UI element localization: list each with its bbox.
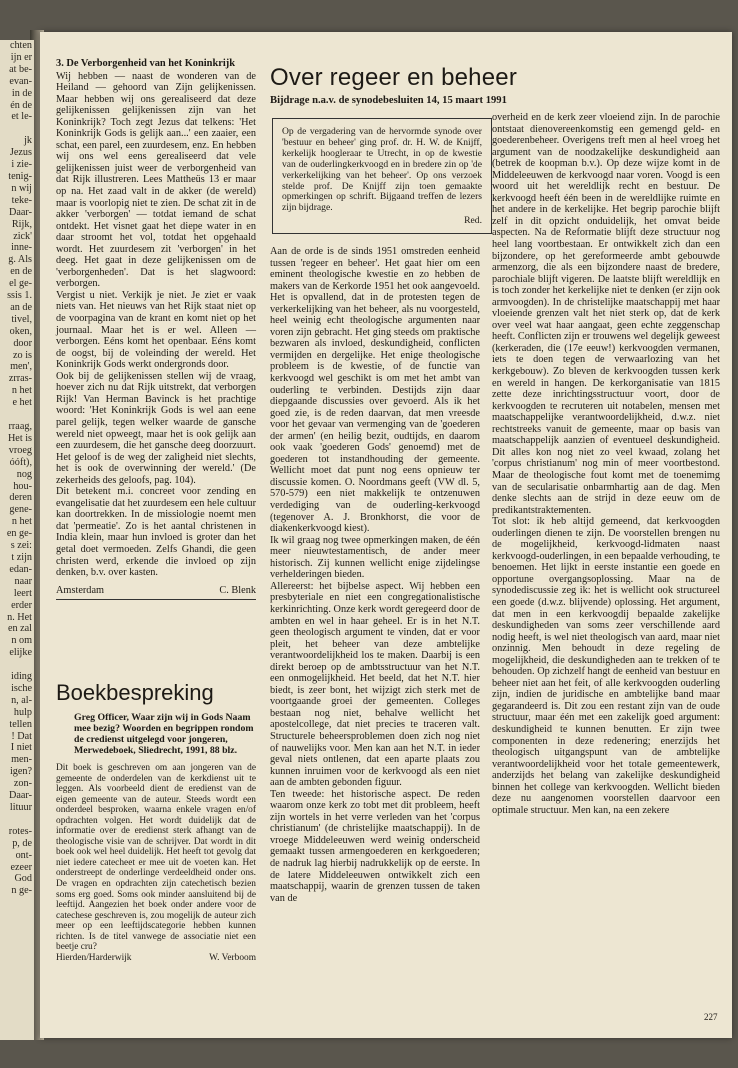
prev-page-fragment <box>0 409 34 421</box>
prev-page-fragment: ssis 1. <box>7 290 32 302</box>
prev-page-fragment: zrras- <box>8 373 32 385</box>
prev-page-fragment: deren <box>9 492 32 504</box>
prev-page-fragment: gene- <box>9 504 32 516</box>
author: W. Verboom <box>209 952 256 963</box>
prev-page-fragment: n. Het <box>7 611 32 623</box>
place: Amsterdam <box>56 584 105 596</box>
prev-page-fragment: teke- <box>11 194 32 206</box>
paragraph: Dit betekent m.i. concreet voor zending en evangelisatie dat het zuurdesem een hele cultuur kan doortrekken. In de missiologie noemt men dat 'permeatie'. Zo is het aantal christenen in India klein, maar hun invloed is groter dan het getal doet vermoeden. Zelfs Ghandi, die geen christen werd, erkende die invloed op zijn denken, b.v. over kasten. <box>56 486 256 579</box>
prev-page-fragment: God <box>14 873 32 885</box>
prev-page-fragment: e het <box>12 397 32 409</box>
signature-line <box>56 953 256 964</box>
prev-page-fragment: tenig- <box>8 170 32 182</box>
prev-page-fragment: en zal <box>7 623 32 635</box>
prev-page-fragment: zon- <box>13 778 32 790</box>
prev-page-fragment: el ge- <box>9 278 32 290</box>
prev-page-fragment <box>0 123 34 135</box>
section-heading: 3. De Verborgenheid van het Koninkrijk <box>56 58 235 69</box>
prev-page-fragment: rraag, <box>8 421 32 432</box>
prev-page-fragment: Jezus <box>9 147 32 159</box>
prev-page-fragment: igen? <box>9 766 32 778</box>
prev-page-fragment: nog <box>16 468 32 480</box>
editor-note-box <box>272 118 492 234</box>
prev-page-fragment: edan- <box>9 563 32 575</box>
prev-page-fragment: ijn er <box>10 51 32 63</box>
article-column-3 <box>492 112 720 816</box>
prev-page-fragment: inne- <box>11 242 32 254</box>
article-column-2 <box>270 246 480 904</box>
article-title: Over regeer en beheer <box>270 64 518 91</box>
prev-page-fragment: at be- <box>9 63 32 75</box>
prev-page-fragment <box>0 814 34 826</box>
prev-page-fragment: hulp <box>13 706 32 718</box>
paragraph: Wij hebben — naast de wonderen van de Heiland — gehoord van Zijn gelijkenissen. Maar hebben wij ons gerealiseerd dat deze gelijkenissen gelijkenissen zijn van het Koninkrijk? Toch zegt Jezus dat telkens: 'Het Koninkrijk Gods is gelijk aan...' een zaaier, een schat, een parel, een zuurdesem, enz. En hebben wij ons wel eens gerealiseerd dat vele gelijkenissen juist weer de verborgenheid van dat Rijk illustreren. Lees Mattheüs 13 er maar op na. Het zaad valt in de akker (de wereld) maar is voorlopig niet te zien. De schat zit in de akker 'verborgen' — totdat iemand de schat ontdekt. Het visnet gaat het diepe water in en daar stroomt het vol, totdat het opgehaald wordt. Het zuurdesem zit 'verborgen' in het deeg. Het gaat in deze gelijkenissen om de 'verborgenheden'. Dat is het slagwoord: verborgen. <box>56 70 256 290</box>
paragraph: Ten tweede: het historische aspect. De reden waarom onze kerk zo tobt met dit probleem, heeft zijn wortels in het verre verleden van het 'corpus christianum' (de christelijke maatschappij). In de vroege Middeleeuwen werd weinig onderscheid gemaakt tussen armengoederen en kerkgoederen; de nadruk lag hierbij nadrukkelijk op de eerste. In de latere Middeleeuwen ontwikkelt zich een maatschappij, waarin de grenzen tussen de taken van de <box>270 788 480 904</box>
prev-page-fragment: evan- <box>9 75 32 87</box>
signature-line <box>56 585 256 601</box>
prev-page-fragment: zick' <box>13 230 32 242</box>
prev-page-fragment: n wij <box>11 182 32 194</box>
prev-page-fragment: s zei: <box>10 540 32 552</box>
paragraph: Ook bij de gelijkenissen stellen wij de vraag, hoever zich nu dat Rijk uitstrekt, dat verborgen Rijk! Van Herman Bavinck is het prachtige woord: 'Het Koninkrijk Gods is wel aan eene parel gelijk, tegen welker waarde de gansche wereld niet opweegt, maar het is ook gelijk aan een zuurdesem, die het gansche deeg doorzuurt. Het geloof is de weg der zaligheid niet slechts, het is ook de overwinning der wereld.' (De zekerheids des geloofs, pag. 104). <box>56 370 256 486</box>
magazine-page <box>40 32 732 1038</box>
editor-note-text: Op de vergadering van de hervormde synode over 'bestuur en beheer' ging prof. dr. H. W. de Knijff, kerkelijk hoogleraar te Utrecht, in op de kwestie van de ouderlingkerkvoogd en in bredere zin op 'de verkerkelijking van het beheer'. Op ons verzoek stelde prof. De Knijff zijn toen gemaakte opmerkingen op schrift. Bijgaand treffen de lezers zijn bijdrage. <box>282 126 482 214</box>
prev-page-fragment: iding <box>11 671 32 683</box>
prev-page-fragment: Het is <box>7 432 32 444</box>
paragraph: Tot slot: ik heb altijd gemeend, dat kerkvoogden ouderlingen dienen te zijn. De voorstellen brengen nu de mogelijkheid, kerkvoogd-lidmaten naast kerkvoogd-ouderlingen, in een bepaalde verhouding, te benoemen. Het lijkt in eerste instantie een goede en opportune overgangsoplossing. Maar na de synodediscussie zeg ik: het is wellicht ook structureel een goede (d.w.z. blijvende) oplossing. Het argument, dat men in een kerkvoogdij bepaalde zakelijke deskundigheden van soms zeer verschillende aard nodig heeft, is wel niet theologisch van aard, maar niet onzinnig. Men behoudt in deze regeling de mogelijkheid, die deskundigheden aan te trekken of te behouden. Op zichzelf hangt de eenheid van bestuur en beheer niet aan het feit, of alle kerkvoogden ouderling zijn, indien de juridische en ambtelijke band maar gegarandeerd is. Dit zou een restant zijn van de oude structuur, maar één met een zakelijk goed argument: deskundigheid te kunnen benutten. Er zijn twee componenten in deze redenering; enerzijds het theologisch uitgangspunt van de ambtelijke verantwoordelijkheid voor het totale gemeentewerk, anderzijds het belang van zakelijke deskundigheid binnen het college van kerkvoogden. Wellicht bieden deze nu aangenomen voorstellen daarvoor een optimale structuur. Men kan, na een zekere <box>492 516 720 816</box>
prev-page-fragment: p, de <box>12 837 32 849</box>
prev-page-fragment: en ge- <box>6 528 32 540</box>
prev-page-fragment: Daar- <box>9 206 32 218</box>
prev-page-fragment: leert <box>13 587 32 599</box>
prev-page-fragment: rotes- <box>8 825 32 837</box>
prev-page-fragment: in de <box>11 87 32 99</box>
prev-page-fragment: óóft), <box>9 456 32 468</box>
prev-page-fragment: n om <box>11 635 32 647</box>
prev-page-fragment: en de <box>10 266 32 278</box>
prev-page-fragment: vroeg <box>8 444 32 456</box>
prev-page-fragment: oken, <box>9 325 32 337</box>
prev-page-fragment: erder <box>11 599 32 611</box>
prev-page-fragment: tellen <box>9 718 32 730</box>
prev-page-fragment: naar <box>14 575 32 587</box>
paragraph: Dit boek is geschreven om aan jongeren van de gemeente de onderdelen van de kerkdienst uit te leggen. Als voorbeeld dient de eredienst van de eigen gemeente van de auteur. Steeds wordt een onderdeel besproken, waarna enkele vragen en/of opdrachten volgen. Het wordt duidelijk dat de informatie over de eredienst sterk afhangt van de theologische visie van de schrijver. Dat wordt in dit boek ook wel heel duidelijk. Het heeft tot gevolg dat niet iedere catecheet er mee uit de voeten kan. Het onderstreept de onderlinge verdeeldheid onder ons. De vragen en opdrachten zijn catechetisch bezien soms erg goed. Soms ook minder aansluitend bij de leeftijd. Aangezien het boek onder andere voor de catechese geschreven is, zou mogelijk de auteur zich meer op een leeftijdscategorie hebben kunnen richten. Is de titel vanwege de associatie niet een beetje cru? <box>56 763 256 953</box>
paragraph: Allereerst: het bijbelse aspect. Wij hebben een presbyteriale en niet een congregationalistische kerkinrichting. Onze kerk wordt geregeerd door de ambten en wel in haar geheel. Er is in het N.T. geen theologisch argument te vinden, dat er voor pleit, het beheer van deze ambtelijke verantwoordelijkheid los te maken. Daarbij is een direkt beroep op de ambtsstructuur van het N.T. een onmogelijkheid. Het beeld, dat het N.T. hier biedt, is zeer bont, het wijzigt zich sterk met de voortgaande groei der gemeenten. Colleges bestaan nog niet, behalve wellicht het apostelcollege, dat niet precies te traceren valt. Structurele beheersproblemen doen zich nog niet of nauwelijks voor. Men kan aan het N.T. in ieder geval niets ontlenen, dat een aparte plaats zou kunnen inruimen voor de kerkvoogd als een niet aan de ambten gebonden figuur. <box>270 580 480 789</box>
book-review-body <box>56 763 256 963</box>
prev-page-fragment: Rijk, <box>11 218 32 230</box>
prev-page-fragment: elijke <box>9 647 32 659</box>
column-verborgenheid <box>56 58 256 600</box>
prev-page-fragment: men', <box>10 361 32 373</box>
prev-page-fragment: tivel, <box>11 313 32 325</box>
prev-page-fragment: et le- <box>11 111 32 123</box>
prev-page-fragment: an de <box>10 301 32 313</box>
prev-page-fragment: chten <box>9 40 32 51</box>
prev-page-fragment: Daar- <box>9 790 32 802</box>
prev-page-fragment: én de <box>10 99 32 111</box>
prev-page-fragment: n, al- <box>11 694 32 706</box>
book-reference: Greg Officer, Waar zijn wij in Gods Naam mee bezig? Woorden en begrippen rondom de credienst uitgelegd voor jongeren, Merwedeboek, Sliedrecht, 1991, 88 blz. <box>74 712 254 756</box>
prev-page-fragment <box>0 659 34 671</box>
prev-page-fragment: jk <box>24 135 32 147</box>
prev-page-fragment: n ge- <box>11 885 32 897</box>
prev-page-fragment: hou- <box>13 480 32 492</box>
prev-page-fragment: ische <box>11 682 32 694</box>
prev-page-fragment: lituur <box>9 802 32 813</box>
boekbespreking-title: Boekbespreking <box>56 680 214 705</box>
paragraph: Ik wil graag nog twee opmerkingen maken, de één meer nieuwtestamentisch, de ander meer historisch. Zij kunnen wellicht enige zijdelingse verhelderingen bieden. <box>270 534 480 581</box>
prev-page-fragment: t zijn <box>11 551 32 563</box>
author: C. Blenk <box>219 584 256 596</box>
page-number: 227 <box>704 1012 718 1022</box>
paragraph: Aan de orde is de sinds 1951 omstreden eenheid tussen 'regeer en beheer'. Het gaat hier om een eminent theologische kwestie en zo hebben de makers van de Kerkorde 1951 het ook aangevoeld. Het is opvallend, dat in de protesten tegen de verkerkelijking van het beheer, als nu voorgesteld, heel weinig echt theologische argumenten naar voren zijn gebracht. Het ging steeds om praktische bezwaren als invloed, deskundigheid, conflicten vermijden en dergelijke. Het enige theologische probleem is de kwestie, of de functie van kerkvoogd wel geschikt is om met het ambt van ouderling te verbinden. Destijds zijn daar diepgaande discussies over gevoerd. Als ik het goed zie, is de reden daarvan, dat men vreesde voor het gevaar van vermenging van de 'goederen der armen' (en heilig bezit, oudtijds, en daarom ook vaak 'goederen Gods' genoemd) met de goederen tot instandhouding der gemeente. Wellicht moet dat punt nog eens opnieuw ter discussie komen. O. Noordmans geeft (VW dl. 5, 570-579) een niet makkelijk te ontzenuwen verdediging van de ouderling-kerkvoogd (tegenover A. J. Bronkhorst, die voor de diakenkerkvoogd kiest). <box>270 246 480 535</box>
prev-page-fragment: ! Dat <box>11 730 32 742</box>
prev-page-fragment: ezeer <box>10 861 32 873</box>
paragraph: overheid en de kerk zeer vloeiend zijn. In de parochie ontstaat dienovereenkomstig een gemengd geld- en goederenbeheer. Overigens treft men al heel vroeg het argument van de noodzakelijke deskundigheid aan (betrek de koopman b.v.). Op deze wijze komt in de Middeleeuwen de kerkvoogd naar voren. Voogd is een woord uit het wereldlijk recht en bestuur. De kerkvoogd heeft één been in de wereldlijke ruimte en het andere in de kerkelijke. Het begrip parochie blijft zelf in dit opzicht onduidelijk, het omvat beide aspecten. Na de Reformatie blijft deze structuur nog heel lang voortbestaan. Er ontwikkelt zich dan een bijzondere, op het gereformeerde ambt gebouwde armenzorg, die als een bijzondere naast de bredere, parochiale blijft vigeren. De laatste blijft wereldlijk en is toch zonder het kerkelijke niet te denken (er zijn ook armvoogden). In de christelijke maatschappij met haar vloeiende grenzen valt het niet sterk op, dat de kerk over veel wat haar aangaat, geen echte zeggenschap heeft. Conflicten zijn er trouwens wel degelijk geweest (kerkeraden, die (17e eeuw!) kerkvoogden vermanen, iets te doen tegen de verwaarlozing van het kerkgebouw). Zo bleven de kerkvoogden tussen kerk en wereld in hangen. De kerkorganisatie van 1815 zette deze inrichtingsstructuur voort, door de kerkvoogden te recruteren uit notabelen, mensen met maatschappelijke verantwoordelijkheid, d.w.z. niet rechtstreeks vanuit de gemeente, maar op basis van maatschappelijk aanzien of eventueel deskundigheid. Dit alles kon nog niet zo veel kwaad, zolang het 'corpus christianum' nog min of meer voortbestond. Maar de theologische fout komt met de toenemimg van de secularisatie onbarmhartig aan de dag. Men denke slechts aan de strijd in deze eeuw om de predikantstraktementen. <box>492 112 720 516</box>
prev-page-fragment: zo is <box>13 349 32 361</box>
prev-page-fragment: I niet <box>10 742 32 754</box>
prev-page-fragment: men- <box>11 754 32 766</box>
prev-page-fragment: n het <box>11 385 32 397</box>
article-subtitle: Bijdrage n.a.v. de synodebesluiten 14, 15 maart 1991 <box>270 95 507 106</box>
prev-page-fragment: n het <box>11 516 32 528</box>
place: Hierden/Harderwijk <box>56 952 132 963</box>
editor-sign: Red. <box>464 215 482 227</box>
prev-page-fragment: door <box>13 337 32 349</box>
prev-page-fragment: g. Als <box>8 254 32 266</box>
paragraph: Vergist u niet. Verkijk je niet. Je ziet er vaak niets van. Het nieuws van het Rijk staat niet op de voorpagina van de krant en komt niet op het journaal. Maar het is er wel. Alleen — verborgen. Eéns komt het openbaar. Eéns komt de oogst, bij de voleinding der wereld. Het Koninkrijk Gods werkt ondergronds door. <box>56 289 256 371</box>
prev-page-fragment: ont- <box>15 849 32 861</box>
prev-page-fragment: i zie- <box>11 159 32 171</box>
previous-page-edge <box>0 40 34 1040</box>
